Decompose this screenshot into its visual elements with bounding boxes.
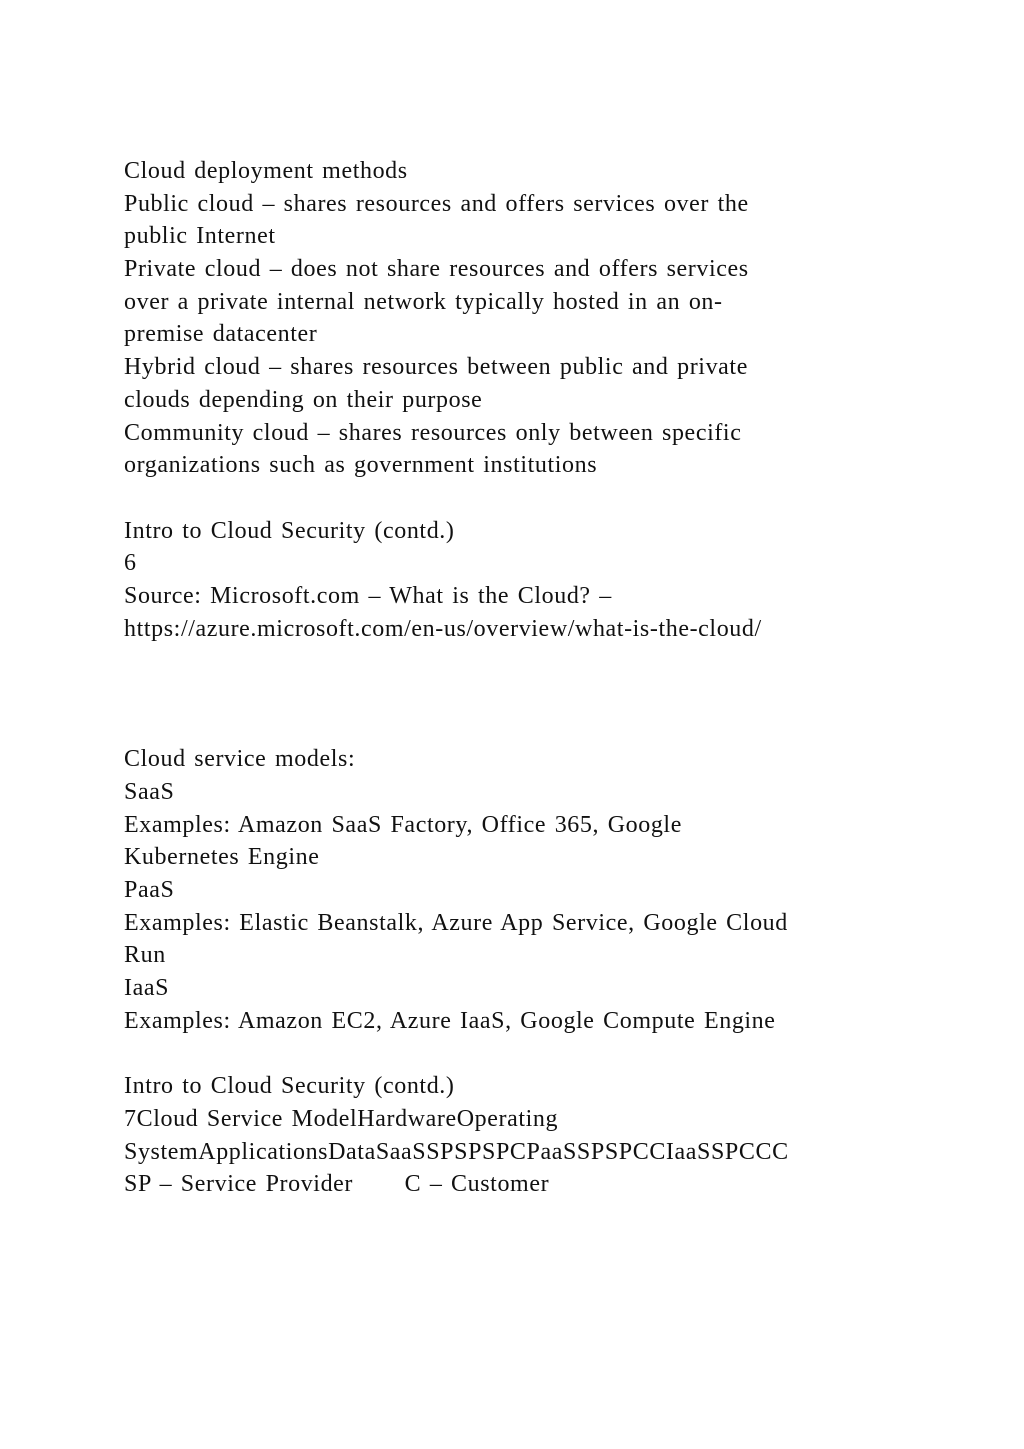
deployment-line: clouds depending on their purpose	[124, 386, 483, 413]
service-models-heading: Cloud service models:	[124, 746, 356, 773]
saas-label: SaaS	[124, 779, 175, 805]
deployment-line: Hybrid cloud – shares resources between public and private	[124, 354, 748, 381]
paas-label: PaaS	[124, 877, 175, 904]
deployment-line: over a private internal network typically hosted in an on-	[124, 288, 723, 315]
deployment-line: premise datacenter	[124, 321, 318, 348]
document-text	[124, 155, 904, 1201]
service-model-table-text: SystemApplicationsDataSaaSSPSPSPCPaaSSPSPCCIaaSSPCCC	[124, 1138, 789, 1165]
deployment-line: Public cloud – shares resources and offers services over the	[124, 190, 749, 217]
paas-examples-cont: Run	[124, 942, 166, 969]
spacer	[124, 1038, 904, 1071]
deployment-line: Private cloud – does not share resources and offers services	[124, 256, 749, 283]
paas-examples: Examples: Elastic Beanstalk, Azure App Service, Google Cloud	[124, 909, 788, 936]
deployment-line: public Internet	[124, 223, 276, 250]
iaas-label: IaaS	[124, 975, 170, 1002]
saas-examples: Examples: Amazon SaaS Factory, Office 365, Google	[124, 811, 682, 838]
spacer	[124, 482, 904, 515]
source-url: https://azure.microsoft.com/en-us/overview/what-is-the-cloud/	[124, 615, 762, 642]
slide-7-title: Intro to Cloud Security (contd.)	[124, 1073, 455, 1100]
saas-examples-cont: Kubernetes Engine	[124, 844, 320, 871]
deployment-line: organizations such as government institutions	[124, 452, 598, 479]
responsibility-legend: SP – Service Provider C – Customer	[124, 1171, 550, 1198]
deployment-heading: Cloud deployment methods	[124, 158, 408, 184]
source-citation: Source: Microsoft.com – What is the Cloud? –	[124, 582, 612, 609]
slide-6-number: 6	[124, 550, 137, 577]
deployment-line: Community cloud – shares resources only between specific	[124, 419, 742, 446]
spacer	[124, 645, 904, 743]
iaas-examples: Examples: Amazon EC2, Azure IaaS, Google Compute Engine	[124, 1007, 776, 1034]
service-model-table-text: 7Cloud Service ModelHardwareOperating	[124, 1105, 559, 1132]
slide-6-title: Intro to Cloud Security (contd.)	[124, 517, 455, 544]
